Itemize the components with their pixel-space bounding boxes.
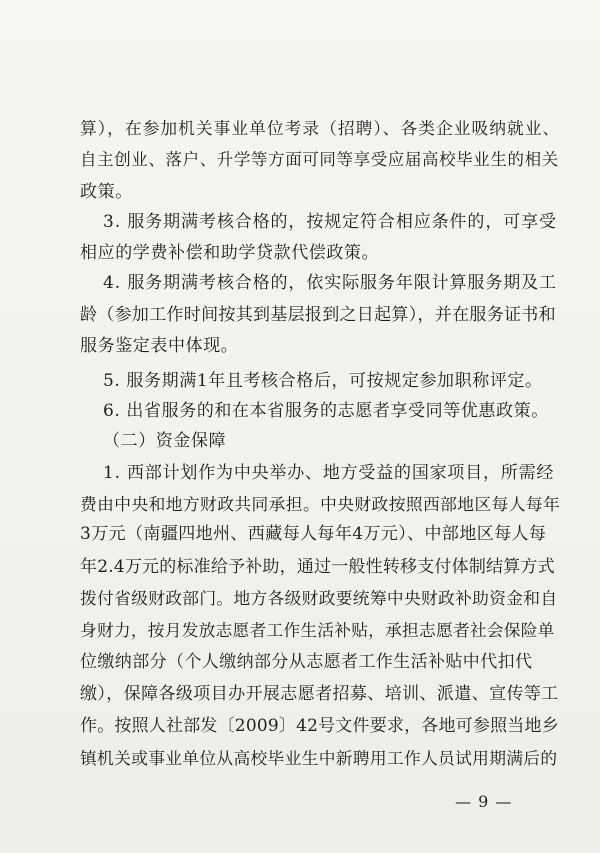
text-line: 龄（参加工作时间按其到基层报到之日起算），并在服务证书和 — [80, 305, 556, 325]
text-line: 1. 西部计划作为中央举办、地方受益的国家项目，所需经 — [103, 463, 555, 483]
page-number: — 9 — — [455, 792, 513, 811]
text-line: 年2.4万元的标准给予补助，通过一般性转移支付体制结算方式 — [80, 557, 555, 577]
text-line: 拨付省级财政部门。地方各级财政要统筹中央财政补助资金和自 — [80, 588, 558, 608]
text-line: 3. 服务期满考核合格的，按规定符合相应条件的，可享受 — [103, 212, 557, 232]
text-line: 算），在参加机关事业单位考录（招聘）、各类企业吸纳就业、 — [80, 118, 561, 138]
text-line: 自主创业、落户、升学等方面可同等享受应届高校毕业生的相关 — [80, 150, 559, 169]
text-line: 6. 出省服务的和在本省服务的志愿者享受同等优惠政策。 — [103, 401, 549, 421]
text-line: 5. 服务期满1年且考核合格后，可按规定参加职称评定。 — [103, 371, 543, 391]
text-line: 相应的学费补偿和助学贷款代偿政策。 — [80, 243, 380, 263]
text-line: 位缴纳部分（个人缴纳部分从志愿者工作生活补贴中代扣代 — [80, 652, 533, 672]
text-line: 政策。 — [80, 182, 133, 202]
text-line: 镇机关或事业单位从高校毕业生中新聘用工作人员试用期满后的 — [80, 748, 558, 768]
section-heading: （二）资金保障 — [103, 431, 227, 451]
text-line: 费由中央和地方财政共同承担。中央财政按照西部地区每人每年 — [80, 494, 561, 514]
text-line: 作。按照人社部发〔2009〕42号文件要求，各地可参照当地乡 — [80, 716, 559, 736]
text-line: 服务鉴定表中体现。 — [80, 336, 239, 356]
text-line: 身财力，按月发放志愿者工作生活补贴，承担志愿者社会保险单 — [80, 620, 555, 640]
text-line: 缴），保障各级项目办开展志愿者招募、培训、派遣、宣传等工 — [80, 684, 559, 704]
text-line: 3万元（南疆四地州、西藏每人每年4万元）、中部地区每人每 — [80, 524, 547, 544]
text-line: 4. 服务期满考核合格的，依实际服务年限计算服务期及工 — [103, 273, 557, 293]
